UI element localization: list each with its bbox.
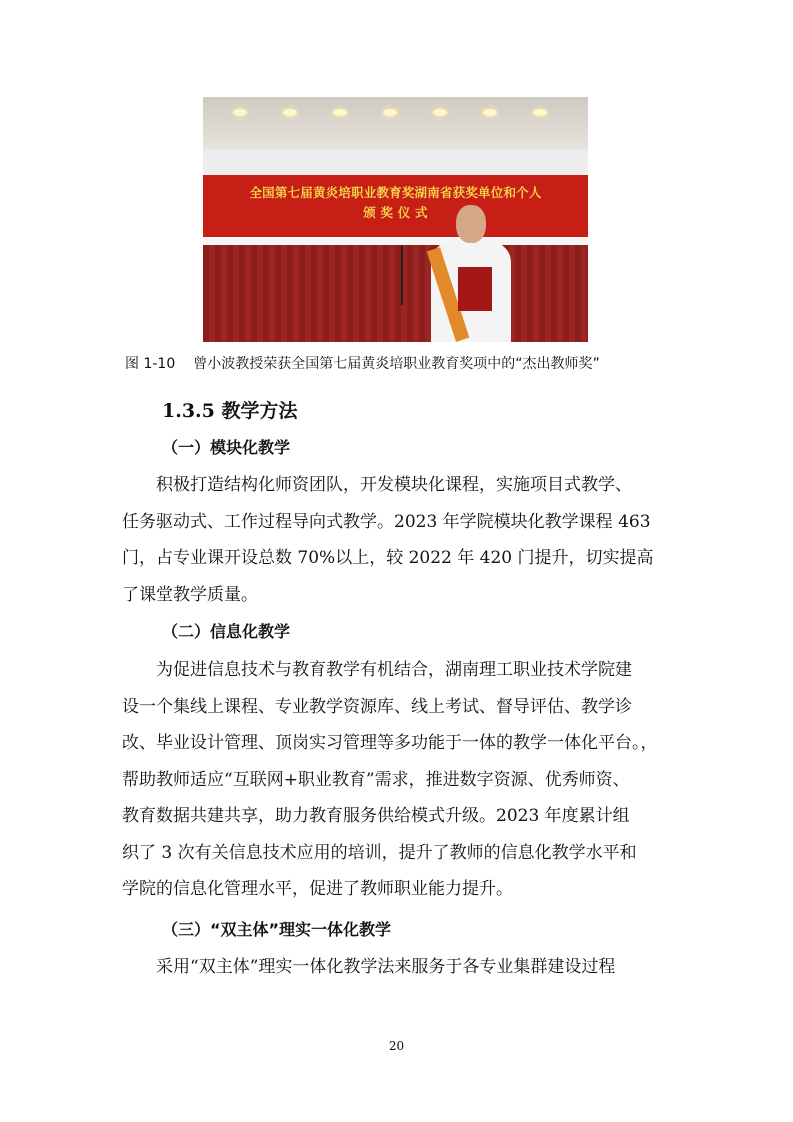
- section-title: 1.3.5 教学方法: [162, 400, 298, 422]
- paragraph-line: 织了 3 次有关信息技术应用的培训，提升了教师的信息化教学水平和: [122, 842, 637, 863]
- subsection-heading-informatization: （二）信息化教学: [162, 622, 291, 641]
- ceiling: [203, 97, 588, 149]
- paragraph-line: 门，占专业课开设总数 70%以上，较 2022 年 420 门提升，切实提高: [122, 548, 654, 568]
- paragraph-line: 教育数据共建共享，助力教育服务供给模式升级。2023 年度累计组: [122, 806, 630, 826]
- paragraph-line: 改、毕业设计管理、顶岗实习管理等多功能于一体的教学一体化平台。，: [122, 733, 658, 753]
- paragraph-modular: [122, 467, 676, 613]
- paragraph-informatization: [122, 652, 676, 908]
- recipient-head: [456, 205, 486, 243]
- paragraph-line: 为促进信息技术与教育教学有机结合，湖南理工职业技术学院建: [156, 660, 632, 680]
- award-ceremony-photo: [203, 97, 588, 342]
- paragraph-line: 积极打造结构化师资团队，开发模块化课程，实施项目式教学、: [156, 475, 632, 495]
- banner-text: [203, 183, 588, 223]
- figure-number: 图 1-10: [125, 356, 176, 372]
- figure-caption: [125, 354, 600, 374]
- ceiling-light: [483, 109, 497, 116]
- ceiling-light: [383, 109, 397, 116]
- paragraph-line: 学院的信息化管理水平，促进了教师职业能力提升。: [122, 879, 513, 899]
- paragraph-line: 了课堂教学质量。: [122, 584, 258, 605]
- paragraph-line: 任务驱动式、工作过程导向式教学。2023 年学院模块化教学课程 463: [122, 511, 651, 532]
- paragraph-line: 采用“双主体”理实一体化教学法来服务于各专业集群建设过程: [156, 957, 616, 977]
- page-number: 20: [388, 1039, 405, 1053]
- subsection-heading-dual-subject: （三）“双主体”理实一体化教学: [162, 920, 392, 939]
- figure-caption-text: 曾小波教授荣获全国第七届黄炎培职业教育奖项中的“杰出教师奖”: [193, 356, 600, 372]
- ceiling-light: [533, 109, 547, 116]
- camera-tripod: [401, 245, 403, 305]
- paragraph-line: 设一个集线上课程、专业教学资源库、线上考试、督导评估、教学诊: [122, 696, 632, 717]
- subsection-heading-modular: （一）模块化教学: [162, 438, 291, 457]
- banner-line2: 颁 奖 仪 式: [363, 205, 428, 220]
- ceiling-light: [233, 109, 247, 116]
- ceiling-light: [283, 109, 297, 116]
- banner-line1: 全国第七届黄炎培职业教育奖湖南省获奖单位和个人: [249, 185, 542, 200]
- paragraph-dual-subject: [122, 949, 676, 986]
- stage-curtain: [203, 245, 588, 342]
- award-certificate: [458, 267, 492, 311]
- ceiling-light: [433, 109, 447, 116]
- paragraph-line: 帮助教师适应“互联网+职业教育”需求，推进数字资源、优秀师资、: [122, 769, 630, 790]
- ceiling-light: [333, 109, 347, 116]
